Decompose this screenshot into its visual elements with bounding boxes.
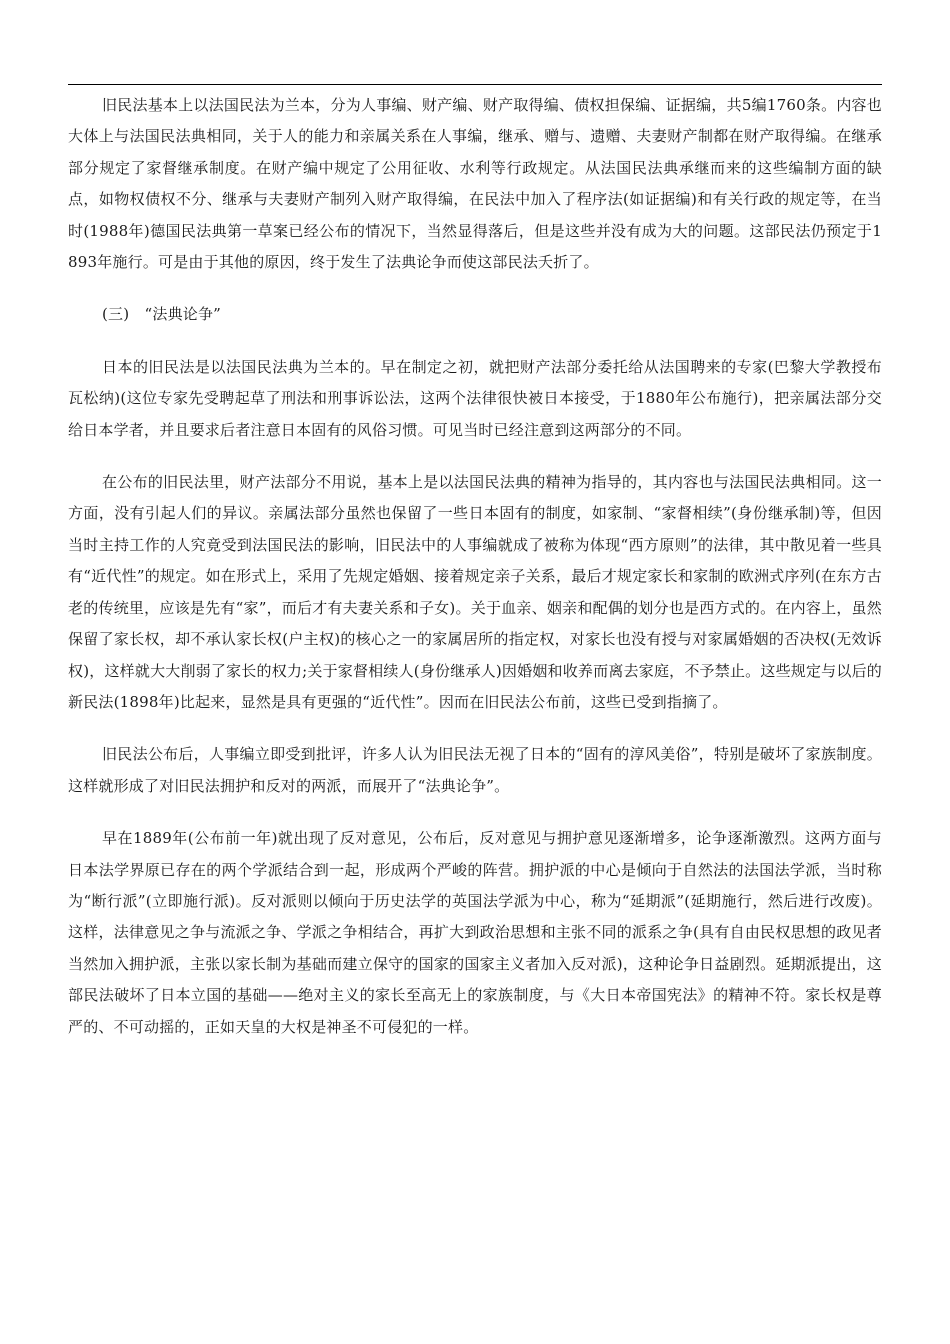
paragraph-gap xyxy=(68,802,882,823)
paragraph-gap xyxy=(68,718,882,739)
paragraph-gap xyxy=(68,278,882,299)
paragraph-old-civil-code-structure: 旧民法基本上以法国民法为兰本，分为人事编、财产编、财产取得编、债权担保编、证据编，共5编1760条。内容也大体上与法国民法典相同，关于人的能力和亲属关系在人事编，继承、赠与、遗赠、夫妻财产制都在财产取得编。在继承部分规定了家督继承制度。在财产编中规定了公用征收、水利等行政规定。从法国民法典承继而来的这些编制方面的缺点，如物权债权不分、继承与夫妻财产制列入财产取得编，在民法中加入了程序法(如证据编)和有关行政的规定等，在当时(1988年)德国民法典第一草案已经公布的情况下，当然显得落后，但是这些并没有成为大的问题。这部民法仍预定于1893年施行。可是由于其他的原因，终于发生了法典论争而使这部民法夭折了。 xyxy=(68,96,882,272)
section-heading: (三) “法典论争” xyxy=(102,305,222,324)
paragraph-french-model: 日本的旧民法是以法国民法典为兰本的。早在制定之初，就把财产法部分委托给从法国聘来的专家(巴黎大学教授布瓦松纳)(这位专家先受聘起草了刑法和刑事诉讼法，这两个法律很快被日本接受，于1880年公布施行)，把亲属法部分交给日本学者，并且要求后者注意日本固有的风俗习惯。可见当时已经注意到这两部分的不同。 xyxy=(68,357,882,439)
paragraph-code-controversy: 早在1889年(公布前一年)就出现了反对意见，公布后，反对意见与拥护意见逐渐增多，论争逐渐激烈。这两方面与日本法学界原已存在的两个学派结合到一起，形成两个严峻的阵营。拥护派的中心是倾向于自然法的法国法学派，当时称为“断行派”(立即施行派)。反对派则以倾向于历史法学的英国法学派为中心，称为“延期派”(延期施行，然后进行改废)。这样，法律意见之争与流派之争、学派之争相结合，再扩大到政治思想和主张不同的派系之争(具有自由民权思想的政见者当然加入拥护派，主张以家长制为基础而建立保守的国家的国家主义者加入反对派)，这种论争日益剧烈。延期派提出，这部民法破坏了日本立国的基础——绝对主义的家长至高无上的家族制度，与《大日本帝国宪法》的精神不符。家长权是尊严的、不可动摇的，正如天皇的大权是神圣不可侵犯的一样。 xyxy=(68,829,882,1036)
paragraph-gap xyxy=(68,331,882,352)
paragraph-criticism: 旧民法公布后，人事编立即受到批评，许多人认为旧民法无视了日本的“固有的淳风美俗”，特别是破坏了家族制度。这样就形成了对旧民法拥护和反对的两派，而展开了“法典论争”。 xyxy=(68,745,882,795)
document-body xyxy=(68,90,882,1043)
paragraph-family-law-provisions: 在公布的旧民法里，财产法部分不用说，基本上是以法国民法典的精神为指导的，其内容也与法国民法典相同。这一方面，没有引起人们的异议。亲属法部分虽然也保留了一些日本固有的制度，如家制、“家督相续”(身份继承制)等，但因当时主持工作的人究竟受到法国民法的影响，旧民法中的人事编就成了被称为体现“西方原则”的法律，其中散见着一些具有“近代性”的规定。如在形式上，采用了先规定婚姻、接着规定亲子关系，最后才规定家长和家制的欧洲式序列(在东方古老的传统里，应该是先有“家”，而后才有夫妻关系和子女)。关于血亲、姻亲和配偶的划分也是西方式的。在内容上，虽然保留了家长权，却不承认家长权(户主权)的核心之一的家属居所的指定权，对家长也没有授与对家属婚姻的否决权(无效诉权)，这样就大大削弱了家长的权力;关于家督相续人(身份继承人)因婚姻和收养而离去家庭，不予禁止。这些规定与以后的新民法(1898年)比起来，显然是具有更强的“近代性”。因而在旧民法公布前，这些已受到指摘了。 xyxy=(68,473,882,711)
paragraph-gap xyxy=(68,446,882,467)
header-rule xyxy=(68,84,882,85)
